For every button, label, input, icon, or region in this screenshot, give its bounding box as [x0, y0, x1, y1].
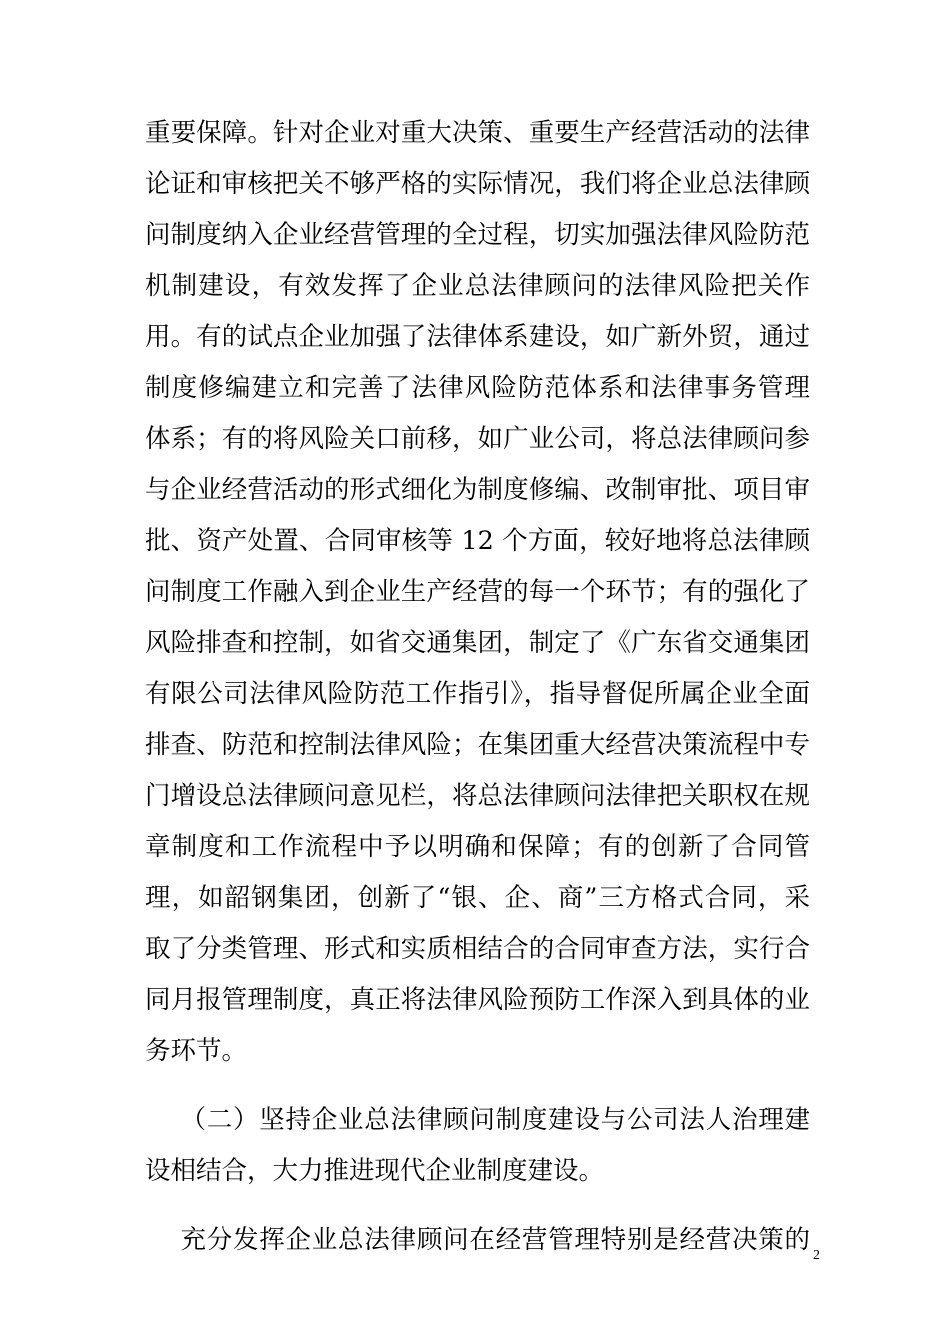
text-line: 论证和审核把关不够严格的实际情况，我们将企业总法律顾: [145, 169, 810, 199]
text-line: 同月报管理制度，真正将法律风险预防工作深入到具体的业: [145, 985, 810, 1015]
text-line: 章制度和工作流程中予以明确和保障；有的创新了合同管: [145, 832, 810, 862]
text-line: 门增设总法律顾问意见栏，将总法律顾问法律把关职权在规: [145, 781, 810, 811]
section-heading: [145, 1095, 810, 1197]
text-line: 充分发挥企业总法律顾问在经营管理特别是经营决策的: [145, 1225, 810, 1255]
paragraph-spacer: [145, 1197, 810, 1215]
text-line: 用。有的试点企业加强了法律体系建设，如广新外贸，通过: [145, 322, 810, 352]
text-line: 体系；有的将风险关口前移，如广业公司，将总法律顾问参: [145, 424, 810, 454]
text-line: 批、资产处置、合同审核等 12 个方面，较好地将总法律顾: [145, 526, 810, 556]
paragraph-3: [145, 1215, 810, 1266]
text-line: 制度修编建立和完善了法律风险防范体系和法律事务管理: [145, 373, 810, 403]
text-line: 问制度纳入企业经营管理的全过程，切实加强法律风险防范: [145, 220, 810, 250]
text-line: 风险排查和控制，如省交通集团，制定了《广东省交通集团: [145, 628, 810, 658]
text-line: 机制建设，有效发挥了企业总法律顾问的法律风险把关作: [145, 271, 810, 301]
page-number: 2: [813, 1248, 820, 1263]
text-line: 理，如韶钢集团，创新了“银、企、商”三方格式合同，采: [145, 883, 810, 913]
heading-line: （二）坚持企业总法律顾问制度建设与公司法人治理建: [145, 1105, 810, 1135]
text-line: 排查、防范和控制法律风险；在集团重大经营决策流程中专: [145, 730, 810, 760]
text-line: 取了分类管理、形式和实质相结合的合同审查方法，实行合: [145, 934, 810, 964]
text-line: 问制度工作融入到企业生产经营的每一个环节；有的强化了: [145, 577, 810, 607]
text-line: 务环节。: [145, 1036, 248, 1066]
paragraph-1: [145, 108, 810, 1077]
heading-line: 设相结合，大力推进现代企业制度建设。: [145, 1156, 605, 1186]
body-text: [145, 108, 810, 1266]
paragraph-spacer: [145, 1077, 810, 1095]
text-line: 与企业经营活动的形式细化为制度修编、改制审批、项目审: [145, 475, 810, 505]
text-line: 重要保障。针对企业对重大决策、重要生产经营活动的法律: [145, 118, 810, 148]
text-line: 有限公司法律风险防范工作指引》，指导督促所属企业全面: [145, 679, 810, 709]
